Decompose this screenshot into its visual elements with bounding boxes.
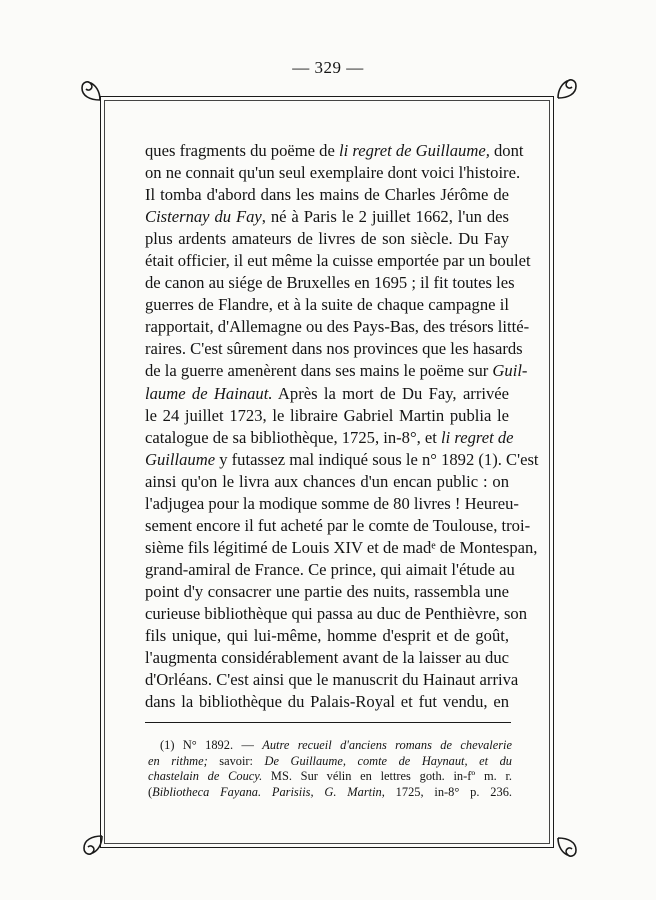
text-line: d'Orléans. C'est ainsi que le manuscrit du Hainaut arriva [145,670,519,690]
text-line: fils unique, qui lui-même, homme d'esprit et de goût, [145,626,509,646]
footnote-line: chastelain de Coucy. MS. Sur vélin en lettres goth. in-fº m. r. [148,769,512,783]
text-line: rapportait, d'Allemagne ou des Pays-Bas, des trésors litté- [145,317,530,337]
text-line: de la guerre amenèrent dans ses mains le poëme sur Guil- [145,361,528,381]
corner-ornament-icon [78,830,108,860]
text-line: laume de Hainaut. Après la mort de Du Fay, arrivée [145,383,509,403]
text-line: grand-amiral de France. Ce prince, qui aimait l'étude au [145,559,515,579]
text-line: de canon au siége de Bruxelles en 1695 ; il fit toutes les [145,273,515,293]
text-line: Il tomba d'abord dans les mains de Charles Jérôme de [145,185,509,205]
text-line: on ne connait qu'un seul exemplaire dont voici l'histoire. [145,163,521,183]
text-line: Cisternay du Fay, né à Paris le 2 juillet 1662, l'un des [145,207,510,227]
text-line: raires. C'est sûrement dans nos provinces que les hasards [145,339,523,359]
text-line: point d'y consacrer une partie des nuits, rassembla une [145,581,509,601]
footnote-line: en rithme; savoir: De Guillaume, comte de Haynaut, et du [148,753,512,768]
text-line: Guillaume y futassez mal indiqué sous le n° 1892 (1). C'est [145,449,539,469]
text-line: plus ardents amateurs de livres de son siècle. Du Fay [145,229,509,249]
text-line: curieuse bibliothèque qui passa au duc de Penthièvre, son [145,603,528,623]
text-line: sième fils légitimé de Louis XIV et de madᵉ de Montespan, [145,537,538,557]
text-line: ques fragments du poëme de li regret de Guillaume, dont [145,141,524,160]
footnote-line: (1) N° 1892. — Autre recueil d'anciens romans de chevalerie [160,738,512,752]
footnote [148,738,512,800]
text-line: l'augmenta considérablement avant de la laisser au duc [145,648,509,668]
text-line: le 24 juillet 1723, le libraire Gabriel Martin publia le [145,405,509,425]
corner-ornament-icon [76,76,106,106]
corner-ornament-icon [552,832,582,862]
footnote-rule [145,722,511,723]
text-line: catalogue de sa bibliothèque, 1725, in-8°, et li regret de [145,427,514,447]
text-line: l'adjugea pour la modique somme de 80 livres ! Heureu- [145,493,519,513]
text-line: sement encore il fut acheté par le comte de Toulouse, troi- [145,515,531,535]
text-line: guerres de Flandre, et à la suite de chaque campagne il [145,295,509,315]
body-text [145,140,539,713]
text-line: ainsi qu'on le livra aux chances d'un encan public : on [145,471,509,491]
footnote-line: (Bibliotheca Fayana. Parisiis, G. Martin, 1725, in-8° p. 236. [148,784,512,799]
corner-ornament-icon [552,74,582,104]
text-line: dans la bibliothèque du Palais-Royal et fut vendu, en [145,692,509,712]
text-line: était officier, il eut même la cuisse emportée par un boulet [145,251,531,271]
page-number: — 329 — [292,58,364,77]
